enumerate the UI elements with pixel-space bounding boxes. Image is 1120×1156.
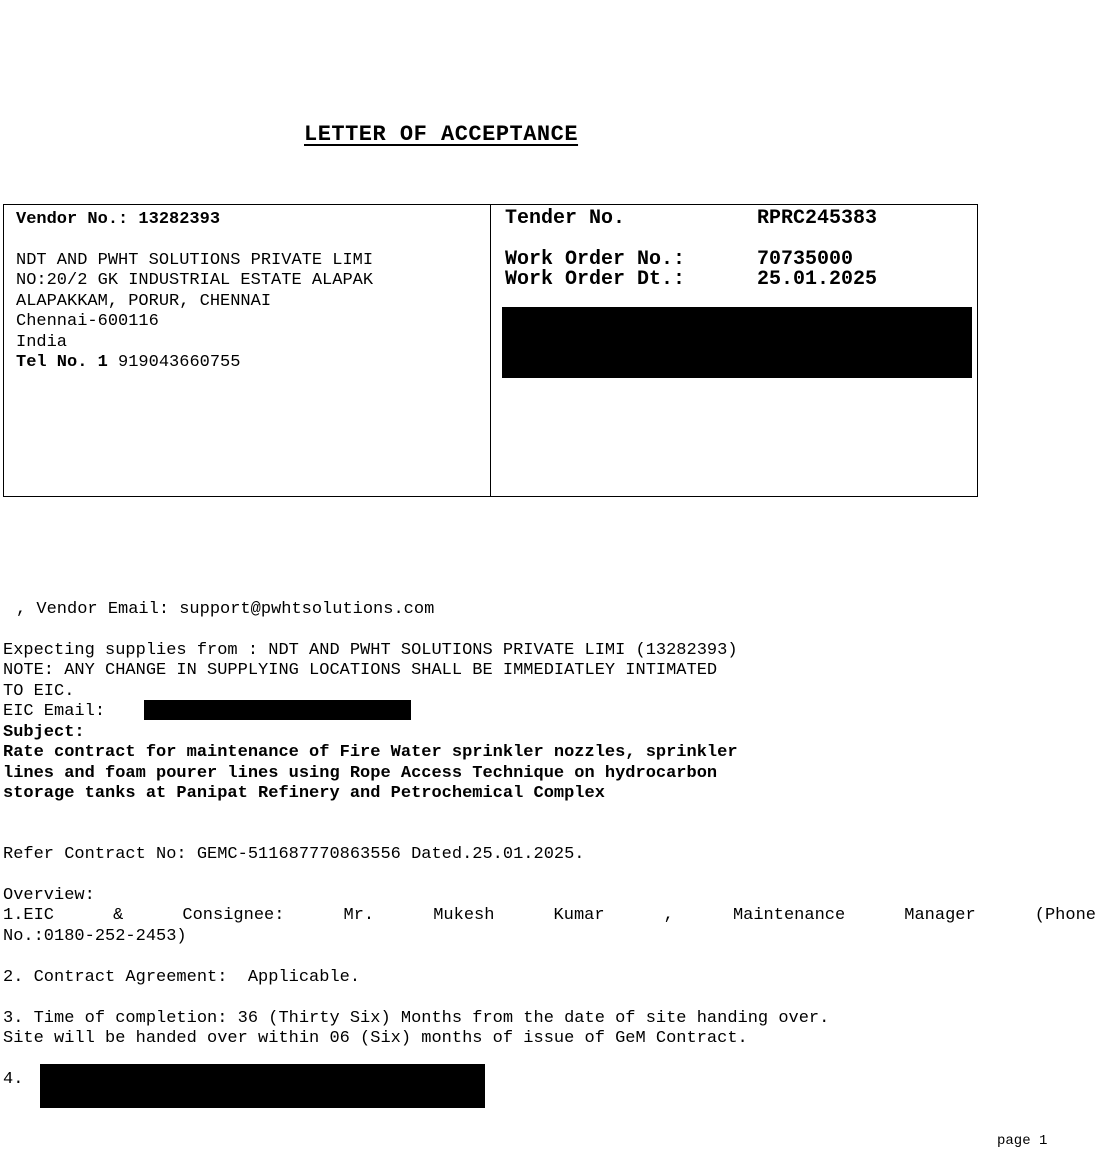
item1-word: Consignee: bbox=[182, 906, 285, 925]
overview-item2: 2. Contract Agreement: Applicable. bbox=[3, 968, 361, 987]
redacted-eic-email bbox=[144, 700, 411, 720]
vendor-tel-label: Tel No. 1 bbox=[16, 353, 108, 372]
overview-label: Overview: bbox=[3, 886, 95, 905]
overview-item1-line2: No.:0180-252-2453) bbox=[3, 927, 187, 946]
item1-word: Maintenance bbox=[732, 906, 846, 925]
item1-word: Kumar bbox=[553, 906, 605, 925]
vendor-no-value: 13282393 bbox=[138, 210, 221, 229]
work-order-label: Work Order No.: bbox=[505, 248, 686, 271]
page-number: page 1 bbox=[997, 1133, 1048, 1149]
subject-label: Subject: bbox=[3, 723, 85, 742]
item1-word: , bbox=[663, 906, 674, 925]
vendor-country: India bbox=[16, 333, 68, 352]
overview-item3-line1: 3. Time of completion: 36 (Thirty Six) Months from the date of site handing over. bbox=[3, 1009, 830, 1028]
vendor-name: NDT AND PWHT SOLUTIONS PRIVATE LIMI bbox=[16, 251, 374, 270]
item1-word: (Phone bbox=[1034, 906, 1096, 925]
item1-word: Manager bbox=[904, 906, 976, 925]
tender-no-value: RPRC245383 bbox=[757, 207, 878, 230]
vendor-address-line1: NO:20/2 GK INDUSTRIAL ESTATE ALAPAK bbox=[16, 271, 374, 290]
work-order-date-value: 25.01.2025 bbox=[757, 268, 878, 291]
overview-item1-line1 bbox=[3, 906, 1096, 926]
vendor-tel-row bbox=[16, 353, 240, 373]
note-line2: TO EIC. bbox=[3, 682, 75, 701]
note-line1: NOTE: ANY CHANGE IN SUPPLYING LOCATIONS SHALL BE IMMEDIATLEY INTIMATED bbox=[3, 661, 718, 680]
item1-word: Mukesh bbox=[433, 906, 495, 925]
item1-word: & bbox=[113, 906, 124, 925]
item1-word: Mr. bbox=[343, 906, 375, 925]
vendor-no-label: Vendor No.: bbox=[16, 210, 129, 229]
vendor-address-line2: ALAPAKKAM, PORUR, CHENNAI bbox=[16, 292, 272, 311]
eic-email-label: EIC Email: bbox=[3, 702, 106, 721]
work-order-date-label: Work Order Dt.: bbox=[505, 268, 686, 291]
work-order-no-value: 70735000 bbox=[757, 248, 854, 271]
item1-word: 1.EIC bbox=[3, 906, 55, 925]
overview-item3-line2: Site will be handed over within 06 (Six) months of issue of GeM Contract. bbox=[3, 1029, 748, 1048]
vendor-city: Chennai-600116 bbox=[16, 312, 159, 331]
redacted-item4 bbox=[40, 1064, 485, 1108]
refer-contract-line: Refer Contract No: GEMC-511687770863556 Dated.25.01.2025. bbox=[3, 845, 585, 864]
expecting-supplies-line: Expecting supplies from : NDT AND PWHT SOLUTIONS PRIVATE LIMI (13282393) bbox=[3, 641, 738, 660]
tender-label: Tender No. bbox=[505, 207, 626, 230]
subject-line2: lines and foam pourer lines using Rope Access Technique on hydrocarbon bbox=[3, 764, 718, 783]
vendor-tel-value: 919043660755 bbox=[118, 353, 241, 372]
overview-item4-label: 4. bbox=[3, 1070, 24, 1089]
vendor-email-line: , Vendor Email: support@pwhtsolutions.com bbox=[16, 600, 435, 619]
subject-line3: storage tanks at Panipat Refinery and Petrochemical Complex bbox=[3, 784, 605, 803]
vendor-info-box bbox=[3, 204, 491, 497]
redacted-block-tender bbox=[502, 307, 972, 378]
document-title: LETTER OF ACCEPTANCE bbox=[304, 122, 579, 147]
vendor-no-row bbox=[16, 210, 220, 230]
subject-line1: Rate contract for maintenance of Fire Water sprinkler nozzles, sprinkler bbox=[3, 743, 738, 762]
